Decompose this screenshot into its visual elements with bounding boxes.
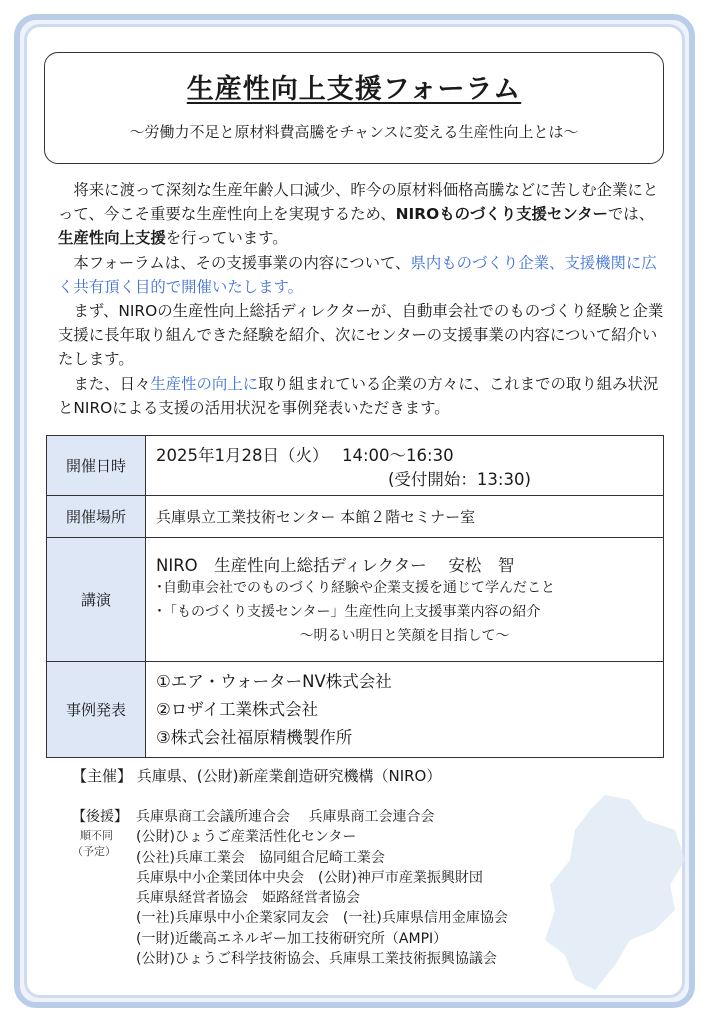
intro-text-span: また、日々 [73,374,151,393]
intro-text-span: 取り組まれている企業の方々に、これまでの取り組み状況とNIROによる支援の活用状況を事例発表いただきます。 [58,374,659,417]
intro-bold-span: NIROものづくり支援センター [395,205,608,224]
lecture-topic-2: ･「ものづくり支援センター」生産性向上支援事業内容の紹介 [156,603,541,620]
lecture-topic-1: ･自動車会社でのものづくり経験や企業支援を通じて学んだこと [156,579,555,596]
case-item-2: ②ロザイ工業株式会社 [156,699,319,719]
reception-time: (受付開始：13:30) [388,469,531,489]
supporter-line: 兵庫県経営者協会 姫路経営者協会 [136,890,360,907]
order-note [72,828,116,860]
order-note-1: 順不同 [80,829,113,842]
venue-value: 兵庫県立工業技術センター 本館２階セミナー室 [146,496,664,538]
hyogo-map-illustration [535,790,695,1000]
lecture-label: 講演 [47,538,146,662]
table-row [47,436,664,496]
intro-text-span: 将来に渡って深刻な生産年齢人口減少、昨今の原材料価格高騰などに苦しむ企業にとって、今こそ重要な生産性向上を実現するため、 [58,181,659,224]
title-box [44,52,664,164]
supporters-tag: 【後援】 [72,809,128,825]
page-title: 生産性向上支援フォーラム [186,74,522,105]
date-label: 開催日時 [47,436,146,496]
supporter-line: (一財)近畿高エネルギー加工技術研究所（AMPI） [136,930,448,947]
venue-label: 開催場所 [47,496,146,538]
organizer-text: 【主催】 兵庫県、(公財)新産業創造研究機構（NIRO） [72,767,442,785]
table-row [47,662,664,758]
supporter-name: 兵庫県商工会議所連合会 兵庫県商工会連合会 [136,809,435,825]
case-item-1: ①エア・ウォーターNV株式会社 [156,671,392,691]
supporter-line: (公財)ひょうご科学技術協会、兵庫県工業技術振興協議会 [136,951,497,968]
date-value: 2025年1月28日（火） 14:00～16:30 [156,445,454,465]
supporter-line: (一社)兵庫県中小企業家同友会 (一社)兵庫県信用金庫協会 [136,910,508,927]
intro-highlight-span: 生産性の向上に [150,374,259,393]
event-info-table [46,435,664,758]
page-subtitle: ～労働力不足と原材料費高騰をチャンスに変える生産性向上とは～ [129,123,579,141]
table-row [47,496,664,538]
cases-cell [146,662,664,758]
intro-paragraph-2 [58,251,664,299]
intro-bold-span: 生産性向上支援 [58,229,166,248]
supporter-line: 兵庫県中小企業団体中央会 (公財)神戸市産業振興財団 [136,869,483,886]
lecturer-name: NIRO 生産性向上総括ディレクター 安松 智 [156,555,515,575]
intro-text-span: を行っています。 [165,229,288,248]
supporter-line [72,807,508,827]
intro-highlight-span: 県内ものづくり企業、支援機関に広く共有頂く目的で開催いたします。 [58,253,657,296]
order-note-2: （予定） [72,845,116,858]
intro-paragraph-4 [58,372,664,420]
cases-label: 事例発表 [47,662,146,758]
intro-paragraph-1 [58,178,664,251]
case-item-3: ③株式会社福原精機製作所 [156,727,353,747]
intro-paragraph-3: まず、NIROの生産性向上総括ディレクターが、自動車会社でのものづくり経験と企業支援に長年取り組んできた経験を紹介、次にセンターの支援事業の内容について紹介いたします。 [58,302,664,369]
lecture-cell [146,538,664,662]
supporters-list [72,807,508,969]
intro-text-span: では、 [607,205,655,224]
intro-text [58,178,664,420]
table-row [47,538,664,662]
supporter-line: (公財)ひょうご産業活性化センター [136,829,357,846]
supporter-line: (公社)兵庫工業会 協同組合尼崎工業会 [136,849,385,866]
intro-text-span: 本フォーラムは、その支援事業の内容について、 [73,253,411,272]
lecture-topic-subtitle: ～明るい明日と笑顔を目指して～ [299,627,510,644]
date-cell [146,436,664,496]
